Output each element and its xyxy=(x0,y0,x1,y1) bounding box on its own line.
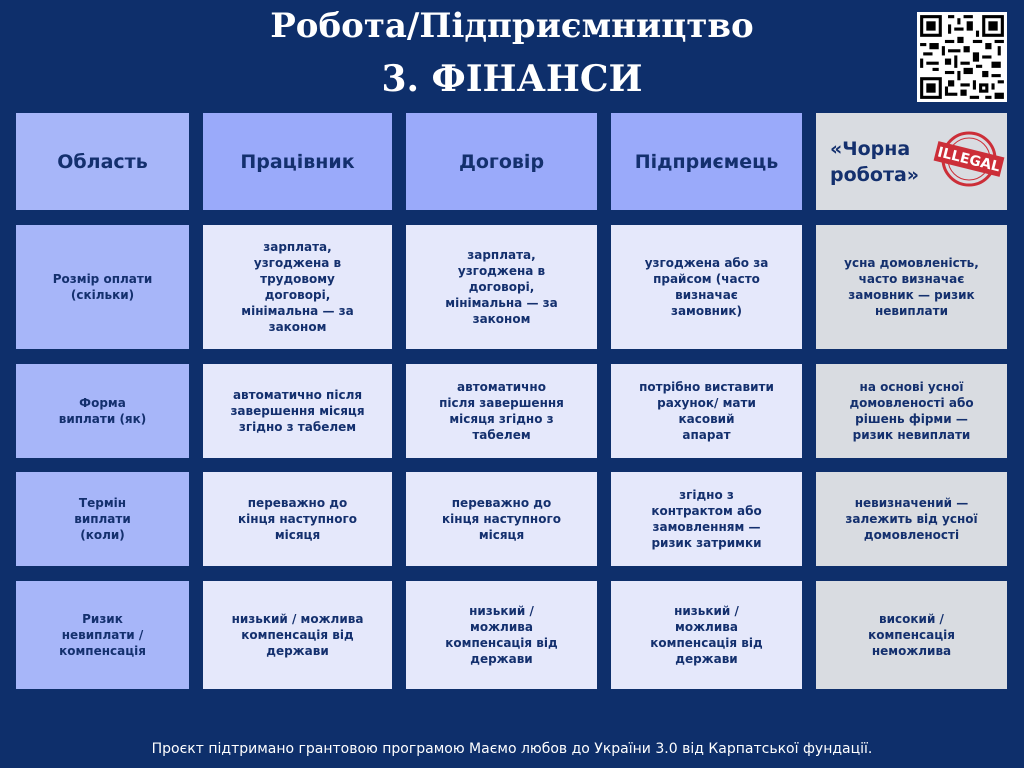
row-3-contract-text: переважно до кінця наступного місяця xyxy=(442,496,561,542)
page-title: Робота/Підприємництво xyxy=(270,6,754,46)
footer-grant-note: Проєкт підтримано грантовою програмою Маємо любов до України 3.0 від Карпатської фундації. xyxy=(151,741,873,757)
header-contract: Договір xyxy=(406,113,597,210)
row-1-worker-text: зарплата, узгоджена в трудовому договорі, мінімальна — за законом xyxy=(241,240,354,334)
header-worker: Працівник xyxy=(203,113,392,210)
row-2-black xyxy=(816,364,1007,458)
header-black-work xyxy=(816,113,1007,210)
row-2-black-text: на основі усної домовленості або рішень фірми — ризик невиплати xyxy=(849,380,974,442)
row-1-area xyxy=(16,225,189,349)
row-4-black-text: високий / компенсація неможлива xyxy=(868,612,955,658)
row-3-area xyxy=(16,472,189,566)
header-black-line1: «Чорна xyxy=(830,137,911,160)
row-4-contract-text: низький / можлива компенсація від держави xyxy=(445,604,558,666)
row-1-black-text: усна домовленість, часто визначає замовник — ризик невиплати xyxy=(844,256,979,318)
stamp-text: ILLEGAL xyxy=(935,144,1002,176)
row-3-entrepreneur-text: згідно з контрактом або замовленням — ризик затримки xyxy=(651,488,762,550)
row-2-area xyxy=(16,364,189,458)
header-black-work-label xyxy=(830,136,919,188)
row-3-area-text: Термін виплати (коли) xyxy=(74,496,131,542)
row-4-worker xyxy=(203,581,392,689)
illegal-stamp-icon xyxy=(932,131,1006,187)
row-2-entrepreneur-text: потрібно виставити рахунок/ мати касовий апарат xyxy=(639,380,774,442)
row-1-area-text: Розмір оплати (скільки) xyxy=(52,272,153,302)
row-2-entrepreneur xyxy=(611,364,802,458)
row-2-worker xyxy=(203,364,392,458)
row-1-entrepreneur xyxy=(611,225,802,349)
row-3-black-text: невизначений — залежить від усної домовленості xyxy=(845,496,978,542)
row-4-area xyxy=(16,581,189,689)
row-4-worker-text: низький / можлива компенсація від держави xyxy=(231,612,364,658)
row-2-contract-text: автоматично після завершення місяця згідно з табелем xyxy=(439,380,564,442)
row-1-contract-text: зарплата, узгоджена в договорі, мінімальна — за законом xyxy=(445,248,558,326)
row-3-worker-text: переважно до кінця наступного місяця xyxy=(238,496,357,542)
row-3-worker xyxy=(203,472,392,566)
row-3-contract xyxy=(406,472,597,566)
row-4-entrepreneur xyxy=(611,581,802,689)
row-4-entrepreneur-text: низький / можлива компенсація від держави xyxy=(650,604,763,666)
row-2-area-text: Форма виплати (як) xyxy=(58,396,147,426)
row-2-worker-text: автоматично після завершення місяця згідно з табелем xyxy=(230,388,365,434)
row-1-contract xyxy=(406,225,597,349)
row-1-worker xyxy=(203,225,392,349)
row-3-entrepreneur xyxy=(611,472,802,566)
row-4-contract xyxy=(406,581,597,689)
qr-code-icon[interactable] xyxy=(917,12,1007,102)
row-1-entrepreneur-text: узгоджена або за прайсом (часто визначає замовник) xyxy=(644,256,769,318)
header-area: Область xyxy=(16,113,189,210)
row-4-black xyxy=(816,581,1007,689)
row-4-area-text: Ризик невиплати / компенсація xyxy=(59,612,146,658)
row-2-contract xyxy=(406,364,597,458)
header-black-line2: робота» xyxy=(830,163,920,186)
row-1-black xyxy=(816,225,1007,349)
header-entrepreneur: Підприємець xyxy=(611,113,802,210)
row-3-black xyxy=(816,472,1007,566)
page-subtitle: 3. ФІНАНСИ xyxy=(381,58,643,100)
